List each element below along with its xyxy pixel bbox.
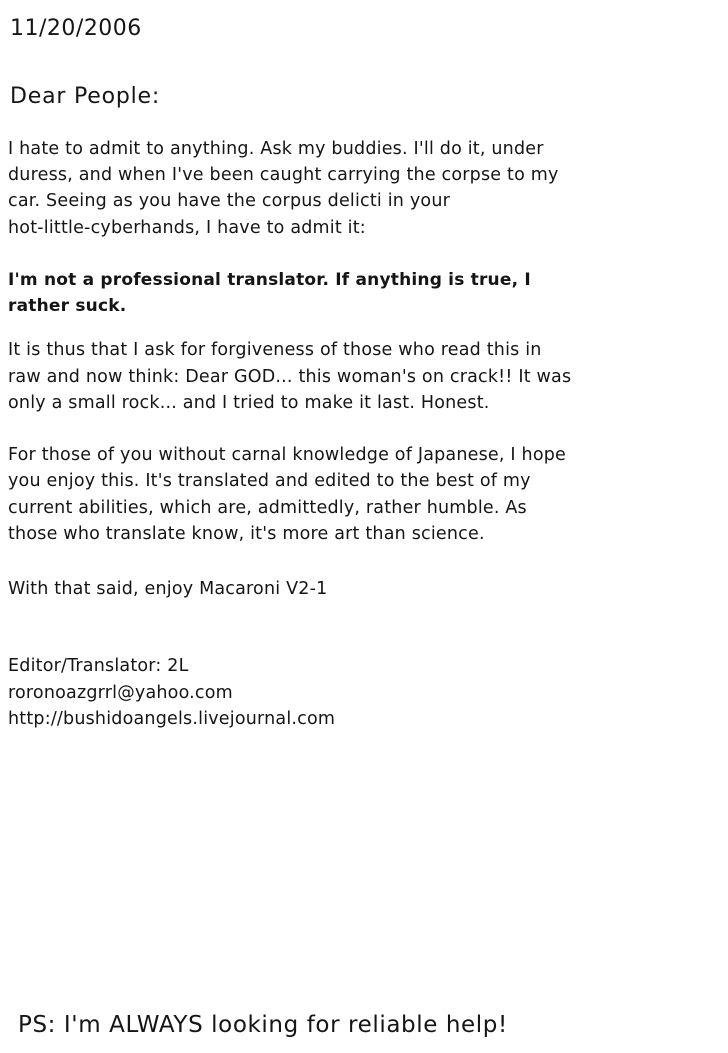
- note-date: 11/20/2006: [10, 16, 142, 41]
- paragraph-line: hot-little-cyberhands, I have to admit it:: [8, 218, 366, 238]
- paragraph-line: raw and now think: Dear GOD... this woman's on crack!! It was: [8, 367, 572, 387]
- paragraph-line: current abilities, which are, admittedly, rather humble. As: [8, 498, 527, 518]
- paragraph-line: car. Seeing as you have the corpus delicti in your: [8, 191, 451, 211]
- paragraph-line: duress, and when I've been caught carrying the corpse to my: [8, 165, 559, 185]
- paragraph-line: I'm not a professional translator. If anything is true, I: [8, 270, 531, 290]
- credit-editor-translator: Editor/Translator: 2L: [8, 656, 189, 676]
- postscript: PS: I'm ALWAYS looking for reliable help!: [18, 1012, 508, 1038]
- credit-website: http://bushidoangels.livejournal.com: [8, 709, 336, 729]
- credit-email: roronoazgrrl@yahoo.com: [8, 683, 233, 703]
- paragraph-line: you enjoy this. It's translated and edited to the best of my: [8, 471, 531, 491]
- paragraph-line: rather suck.: [8, 296, 127, 316]
- paragraph-line: It is thus that I ask for forgiveness of those who read this in: [8, 340, 542, 360]
- greeting: Dear People:: [10, 84, 161, 109]
- paragraph-line: those who translate know, it's more art than science.: [8, 524, 485, 544]
- paragraph-line: only a small rock... and I tried to make it last. Honest.: [8, 393, 490, 413]
- closing-line: With that said, enjoy Macaroni V2-1: [8, 579, 328, 599]
- paragraph-line: I hate to admit to anything. Ask my buddies. I'll do it, under: [8, 139, 544, 159]
- paragraph-line: For those of you without carnal knowledge of Japanese, I hope: [8, 445, 567, 465]
